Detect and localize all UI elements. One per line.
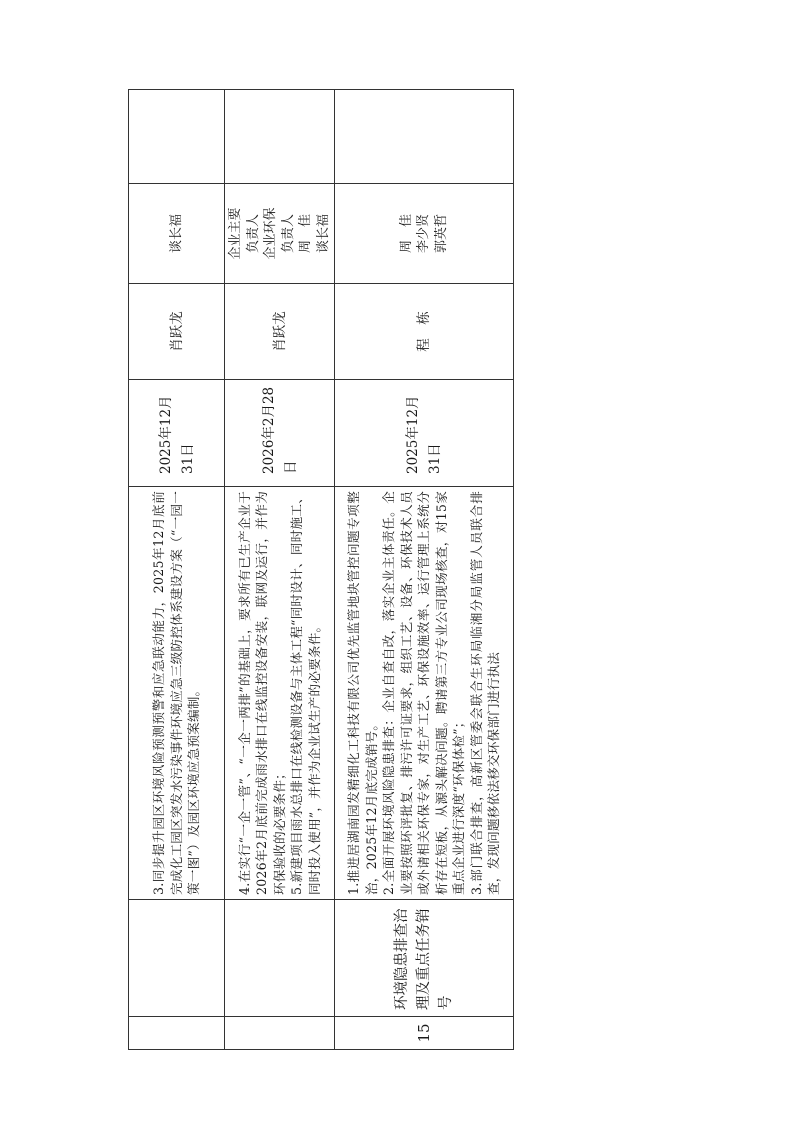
measure-item: 3.部门联合排查，高新区管委会联合生环局临湘分局监管人员联合排查，发现问题移依法移交环保部门进行执法 <box>468 491 502 895</box>
responsible-cell <box>335 184 514 284</box>
deadline-cell: 2025年12月31日 <box>129 380 225 487</box>
responsible-person: 企业主要 <box>228 207 243 260</box>
measure-item: 1.推进居湖南园发精细化工科技有限公司优先监管地块管控问题专项整治，2025年12月底完成销号。 <box>346 491 379 895</box>
deadline-cell: 2026年2月28日 <box>225 380 335 487</box>
lead-cell: 肖跃龙 <box>129 284 225 380</box>
table-row <box>129 90 225 1050</box>
responsible-person: 谈长福 <box>168 214 184 254</box>
project-cell <box>129 900 225 1017</box>
responsible-person: 负责人 <box>280 214 296 254</box>
lead-cell: 肖跃龙 <box>225 284 335 380</box>
responsible-person: 郭英哲 <box>433 214 449 254</box>
index-cell <box>225 1017 335 1050</box>
responsible-person: 周 佳 <box>398 214 414 254</box>
measure-item: 5.新建项目雨水总排口在线检测设备与主体工程“同时设计、同时施工、同时投入使用”，并作为企业试生产的必要条件。 <box>289 491 322 895</box>
measure-item: 3.同步提升园区环境风险预测预警和应急联动能力，2025年12月底前完成化工园区突发水污染事件环境应急三级防控体系建设方案（“一园一策一图”）及园区环境应急预案编制。 <box>151 491 202 895</box>
responsible-cell <box>129 184 225 284</box>
project-cell <box>225 900 335 1017</box>
note-cell <box>129 90 225 184</box>
measure-item: 4.在实行“一企一管”、“一企一两排”的基础上，要求所有已生产企业于2026年2月底前完成雨水排口在线监控设备安装，联网及运行，并作为环保验收的必要条件； <box>236 491 287 895</box>
measure-item: 2.全面开展环境风险隐患排查：企业自查自改，落实企业主体责任。企业要按照环评批复、排污许可证要求，组织工艺、设备、环保技术人员或外请相关环保专家，对生产工艺、环保设施效率、运行管理上系统分析存在短板，从源头解决问题。聘请第三方专业公司现场核查，对15家重点企业进行深度“环保体检”； <box>381 491 467 895</box>
responsible-person: 负责人 <box>245 214 261 254</box>
index-cell <box>129 1017 225 1050</box>
index-cell: 15 <box>335 1017 514 1050</box>
measures-cell <box>225 487 335 900</box>
table-row <box>225 90 335 1050</box>
task-table <box>128 89 514 1050</box>
deadline-cell: 2025年12月31日 <box>335 380 514 487</box>
responsible-person: 企业环保 <box>263 207 278 260</box>
rotated-table-page <box>128 90 513 1050</box>
lead-cell: 程 栋 <box>335 284 514 380</box>
measures-cell <box>335 487 514 900</box>
note-cell <box>225 90 335 184</box>
measures-cell <box>129 487 225 900</box>
responsible-person: 谈长福 <box>315 214 331 254</box>
responsible-person: 周 佳 <box>298 214 313 254</box>
responsible-person: 李少贤 <box>416 214 432 254</box>
project-cell: 环境隐患排查治理及重点任务销号 <box>335 900 514 1017</box>
responsible-cell <box>225 184 335 284</box>
note-cell <box>335 90 514 184</box>
table-row <box>335 90 514 1050</box>
